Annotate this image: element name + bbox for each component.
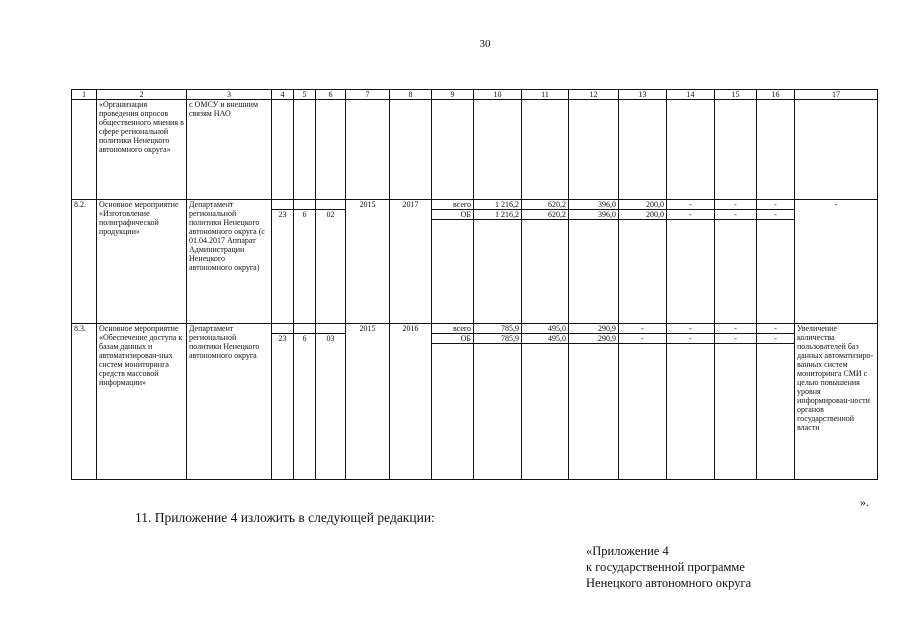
cell-executor: с ОМСУ и внешним связям НАО (187, 100, 272, 200)
cell-empty (294, 200, 316, 210)
cell-fin-source: всего (432, 200, 474, 210)
header-cell: 8 (390, 90, 432, 100)
header-cell: 14 (667, 90, 715, 100)
cell-empty (522, 100, 569, 200)
cell-2015: 620,2 (522, 200, 569, 210)
cell-empty (619, 100, 667, 200)
program-table (71, 89, 878, 480)
cell-start-year: 2015 (346, 200, 390, 324)
cell-empty (667, 344, 715, 480)
cell-2017: 200,0 (619, 210, 667, 220)
header-cell: 10 (474, 90, 522, 100)
cell-empty (715, 344, 757, 480)
header-cell: 6 (316, 90, 346, 100)
appendix-line: «Приложение 4 (586, 544, 669, 558)
cell-empty (346, 100, 390, 200)
cell-rz: 6 (294, 334, 316, 480)
appendix-heading (586, 543, 751, 591)
cell-2016: 396,0 (569, 210, 619, 220)
cell-empty (619, 220, 667, 324)
cell-result: - (795, 200, 878, 324)
header-cell: 5 (294, 90, 316, 100)
cell-activity-name: Основное мероприятие «Изготовление полиграфической продукции» (97, 200, 187, 324)
cell-2017: - (619, 324, 667, 334)
cell-executor: Департамент региональной политики Ненецкого автономного округа (187, 324, 272, 480)
cell-2019: - (715, 334, 757, 344)
appendix-line: к государственной программе (586, 560, 745, 574)
header-cell: 16 (757, 90, 795, 100)
cell-2020: - (757, 334, 795, 344)
cell-2020: - (757, 210, 795, 220)
cell-empty (474, 220, 522, 324)
cell-pr: 03 (316, 334, 346, 480)
cell-pr: 02 (316, 210, 346, 324)
closing-quote: ». (860, 495, 869, 509)
cell-2016: 396,0 (569, 200, 619, 210)
cell-empty (667, 100, 715, 200)
cell-activity-name: «Организация проведения опросов общественного мнения в сфере региональной политики Ненецкого автономного округа» (97, 100, 187, 200)
cell-start-year: 2015 (346, 324, 390, 480)
cell-2019: - (715, 324, 757, 334)
cell-empty (316, 100, 346, 200)
cell-2019: - (715, 200, 757, 210)
cell-result: Увеличение количества пользователей баз данных автоматизиро-ванных систем мониторинга СМИ с целью повышения уровня информирован-ности органов государственной власти (795, 324, 878, 480)
cell-grbs: 23 (272, 210, 294, 324)
cell-empty (72, 100, 97, 200)
cell-empty (316, 200, 346, 210)
amendment-paragraph: 11. Приложение 4 изложить в следующей редакции: (135, 510, 435, 525)
cell-empty (715, 100, 757, 200)
cell-empty (294, 100, 316, 200)
cell-2015: 495,0 (522, 324, 569, 334)
header-cell: 3 (187, 90, 272, 100)
cell-total: 1 216,2 (474, 200, 522, 210)
cell-empty (569, 220, 619, 324)
header-cell: 1 (72, 90, 97, 100)
cell-activity-name: Основное мероприятие «Обеспечение доступа к базам данных и автоматизирован-ных систем мониторинга средств массовой информации» (97, 324, 187, 480)
cell-total: 1 216,2 (474, 210, 522, 220)
cell-empty (316, 324, 346, 334)
cell-2017: 200,0 (619, 200, 667, 210)
cell-2019: - (715, 210, 757, 220)
cell-number: 8.2. (72, 200, 97, 324)
page-number: 30 (479, 38, 491, 50)
cell-empty (522, 344, 569, 480)
cell-empty (272, 200, 294, 210)
table-row (72, 200, 878, 210)
header-cell: 13 (619, 90, 667, 100)
cell-empty (757, 344, 795, 480)
cell-number: 8.3. (72, 324, 97, 480)
cell-empty (432, 100, 474, 200)
cell-empty (474, 100, 522, 200)
cell-2016: 290,9 (569, 324, 619, 334)
cell-empty (795, 100, 878, 200)
cell-empty (667, 220, 715, 324)
header-cell: 2 (97, 90, 187, 100)
table-row-continued (72, 100, 878, 200)
cell-end-year: 2017 (390, 200, 432, 324)
cell-empty (757, 220, 795, 324)
header-cell: 12 (569, 90, 619, 100)
cell-empty (569, 344, 619, 480)
header-cell: 17 (795, 90, 878, 100)
cell-2018: - (667, 210, 715, 220)
cell-empty (619, 344, 667, 480)
cell-fin-source: всего (432, 324, 474, 334)
cell-total: 785,9 (474, 334, 522, 344)
cell-empty (432, 220, 474, 324)
cell-2017: - (619, 334, 667, 344)
cell-2020: - (757, 324, 795, 334)
cell-executor: Департамент региональной политики Ненецкого автономного округа (с 01.04.2017 Аппарат Администрации Ненецкого автономного округа) (187, 200, 272, 324)
cell-2015: 495,0 (522, 334, 569, 344)
cell-2015: 620,2 (522, 210, 569, 220)
appendix-line: Ненецкого автономного округа (586, 576, 752, 590)
cell-2018: - (667, 324, 715, 334)
cell-2018: - (667, 334, 715, 344)
cell-total: 785,9 (474, 324, 522, 334)
cell-2016: 290,9 (569, 334, 619, 344)
cell-2018: - (667, 200, 715, 210)
cell-empty (757, 100, 795, 200)
cell-empty (569, 100, 619, 200)
cell-rz: 6 (294, 210, 316, 324)
cell-fin-source: ОБ (432, 334, 474, 344)
cell-end-year: 2016 (390, 324, 432, 480)
cell-empty (272, 100, 294, 200)
header-cell: 9 (432, 90, 474, 100)
cell-fin-source: ОБ (432, 210, 474, 220)
cell-empty (715, 220, 757, 324)
header-cell: 11 (522, 90, 569, 100)
cell-empty (474, 344, 522, 480)
cell-grbs: 23 (272, 334, 294, 480)
cell-empty (522, 220, 569, 324)
header-cell: 15 (715, 90, 757, 100)
cell-empty (432, 344, 474, 480)
cell-2020: - (757, 200, 795, 210)
header-row (72, 90, 878, 100)
cell-empty (272, 324, 294, 334)
cell-empty (294, 324, 316, 334)
header-cell: 7 (346, 90, 390, 100)
header-cell: 4 (272, 90, 294, 100)
table-row (72, 324, 878, 334)
cell-empty (390, 100, 432, 200)
